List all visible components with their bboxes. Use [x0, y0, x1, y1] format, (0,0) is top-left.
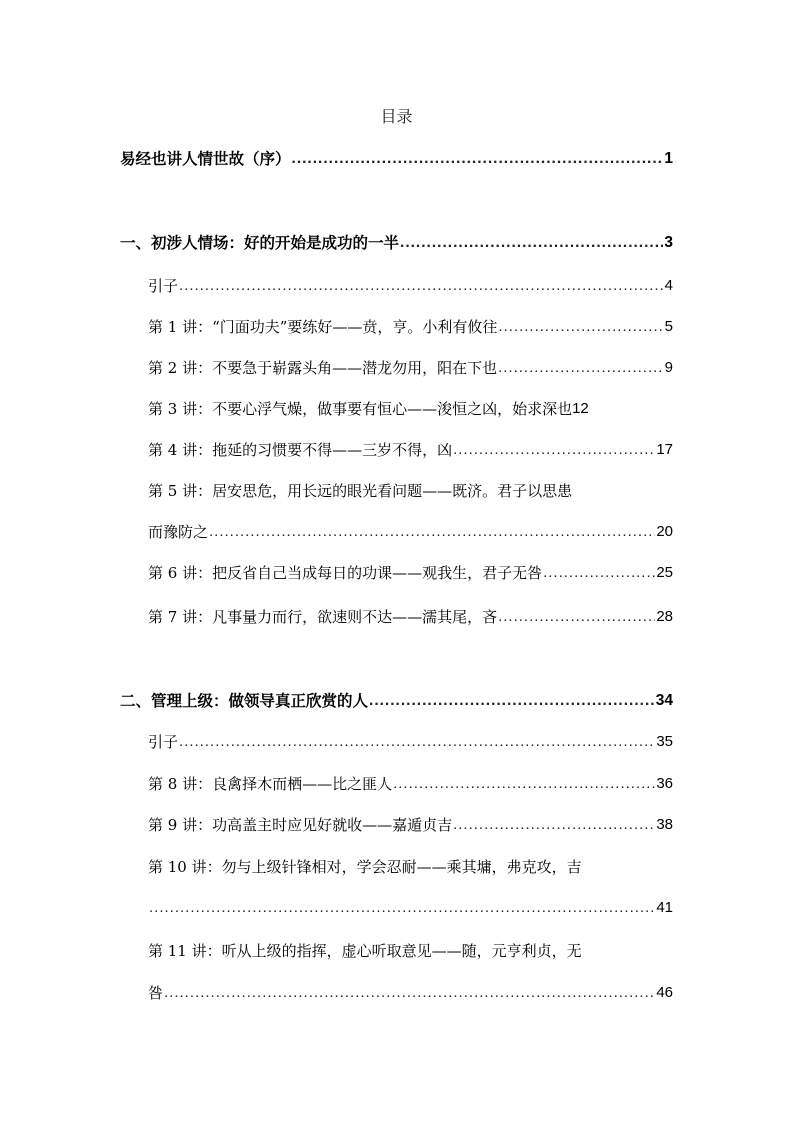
dot-leader [498, 316, 663, 338]
toc-entry-page: 9 [664, 359, 673, 376]
toc-entry-part1[interactable] [120, 232, 673, 254]
toc-entry-page: 36 [656, 775, 673, 792]
toc-entry-label: 咎 [148, 984, 164, 1002]
toc-entry-lecture-11-line1[interactable]: 第 11 讲：听从上级的指挥，虚心听取意见——随，元亨利贞，无 [148, 942, 582, 960]
toc-entry-label: 第 9 讲：功高盖主时应见好就收——嘉遁贞吉 [148, 816, 453, 834]
toc-entry-label: 第 2 讲：不要急于崭露头角——潜龙勿用，阳在下也 [148, 359, 498, 377]
toc-entry-lecture-1[interactable] [148, 316, 673, 338]
toc-entry-page: 35 [656, 733, 673, 750]
toc-entry-page: 25 [656, 564, 673, 581]
toc-entry-page: 28 [656, 608, 673, 625]
toc-entry-label: 第 1 讲：“门面功夫”要练好——贲，亨。小利有攸往 [148, 318, 498, 336]
toc-entry-lecture-5-line1[interactable]: 第 5 讲：居安思危，用长远的眼光看问题——既济。君子以思患 [148, 482, 573, 500]
toc-entry-page: 34 [655, 692, 673, 709]
dot-leader [292, 148, 664, 170]
toc-title: 目录 [380, 107, 413, 126]
dot-leader [400, 232, 663, 254]
dot-leader [543, 562, 655, 584]
toc-entry-lecture-5[interactable] [148, 521, 673, 543]
toc-entry-page: 3 [664, 234, 673, 251]
toc-entry-lecture-9[interactable] [148, 814, 673, 836]
toc-entry-part2[interactable] [120, 690, 673, 712]
toc-entry-label: 引子 [148, 277, 179, 295]
toc-entry-page: 5 [664, 318, 673, 335]
dot-leader [179, 731, 655, 753]
toc-entry-lecture-6[interactable] [148, 562, 673, 584]
toc-entry-label: 而豫防之 [148, 523, 209, 541]
toc-entry-label: 二、管理上级：做领导真正欣赏的人 [120, 691, 369, 710]
toc-entry-lecture-4[interactable] [148, 439, 673, 461]
toc-entry-label: 第 7 讲：凡事量力而行，欲速则不达——濡其尾，吝 [148, 608, 498, 626]
dot-leader [369, 690, 655, 712]
toc-entry-lecture-10-line1[interactable]: 第 10 讲：勿与上级针锋相对，学会忍耐——乘其墉，弗克攻，吉 [148, 858, 582, 876]
toc-entry-label: 一、初涉人情场：好的开始是成功的一半 [120, 233, 400, 252]
dot-leader [179, 275, 664, 297]
toc-entry-page: 12 [572, 400, 589, 417]
toc-entry-part1-intro[interactable] [148, 275, 673, 297]
toc-entry-preface[interactable] [120, 148, 673, 170]
dot-leader [209, 521, 655, 543]
toc-entry-lecture-2[interactable] [148, 357, 673, 379]
toc-entry-page: 46 [656, 984, 673, 1001]
toc-entry-page: 17 [656, 441, 673, 458]
dot-leader [498, 606, 655, 628]
dot-leader [453, 814, 655, 836]
dot-leader [453, 439, 655, 461]
toc-entry-label: 引子 [148, 733, 179, 751]
toc-entry-label: 第 8 讲：良禽择木而栖——比之匪人 [148, 775, 393, 793]
dot-leader [498, 357, 664, 379]
toc-entry-page: 38 [656, 816, 673, 833]
dot-leader [164, 982, 655, 1004]
toc-entry-lecture-10[interactable] [148, 897, 673, 919]
toc-entry-page: 1 [664, 150, 673, 167]
toc-entry-label: 第 4 讲：拖延的习惯要不得——三岁不得，凶 [148, 441, 453, 459]
dot-leader [393, 773, 655, 795]
toc-entry-lecture-7[interactable] [148, 606, 673, 628]
toc-entry-part2-intro[interactable] [148, 731, 673, 753]
toc-entry-lecture-8[interactable] [148, 773, 673, 795]
toc-entry-page: 41 [656, 899, 673, 916]
toc-entry-label: 第 6 讲：把反省自己当成每日的功课——观我生，君子无咎 [148, 564, 543, 582]
toc-entry-lecture-3[interactable] [148, 398, 673, 420]
dot-leader [149, 897, 655, 919]
toc-entry-page: 4 [664, 277, 673, 294]
toc-entry-label: 易经也讲人情世故（序） [120, 149, 291, 168]
toc-entry-label: 第 3 讲：不要心浮气燥，做事要有恒心——浚恒之凶，始求深也 [148, 400, 573, 418]
toc-entry-lecture-11[interactable] [148, 982, 673, 1004]
toc-entry-page: 20 [656, 523, 673, 540]
